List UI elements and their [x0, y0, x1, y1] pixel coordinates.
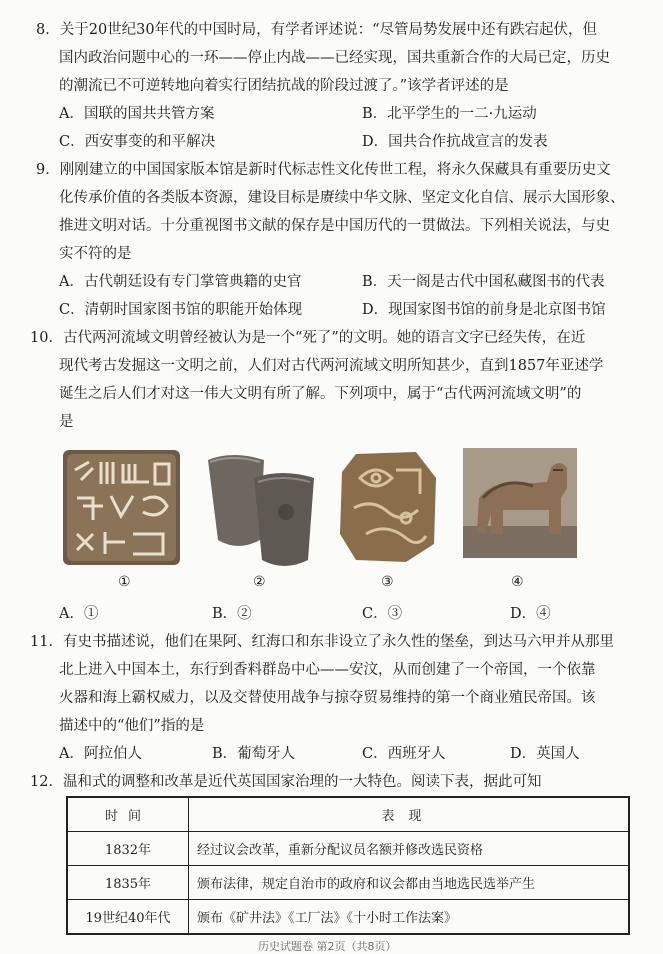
question-10-option-c[interactable]: C．③ [362, 606, 403, 622]
question-9-option-c[interactable]: C．清朝时国家图书馆的职能开始体现 [59, 302, 303, 318]
palette-image [202, 452, 320, 570]
question-11-stem-line-3: 火器和海上霸权威力，以及交替使用战争与掠夺贸易维持的第一个商业殖民帝国。该 [59, 690, 596, 706]
page-footer: 历史试题卷 第2页（共8页） [258, 940, 397, 953]
question-11-stem-line-1: 11．有史书描述说，他们在果阿、红海口和东非设立了永久性的堡垒，到达马六甲并从那里 [30, 634, 614, 650]
table-cell-performance: 颁布法律，规定自治市的政府和议会都由当地选民选举产生 [189, 866, 630, 900]
question-10-option-b[interactable]: B．② [212, 606, 252, 622]
image-label-1: ① [118, 574, 131, 590]
jade-image [336, 448, 440, 566]
question-8-stem-line-2: 国内政治问题中心的一环——停止内战——已经实现，国共重新合作的大局已定，历史 [59, 50, 610, 66]
question-9-stem-line-1: 9．刚刚建立的中国国家版本馆是新时代标志性文化传世工程，将永久保藏具有重要历史文 [36, 162, 611, 178]
lamassu-image [463, 448, 577, 558]
question-8-option-c[interactable]: C．西安事变的和平解决 [59, 134, 216, 150]
image-label-3: ③ [381, 574, 394, 590]
table-header-row [67, 797, 629, 832]
question-9-stem-line-3: 推进文明对话。十分重视图书文献的保存是中国历代的一贯做法。下列相关说法，与史 [59, 218, 610, 234]
question-10-option-a[interactable]: A．① [59, 606, 99, 622]
question-11-option-a[interactable]: A．阿拉伯人 [59, 746, 142, 762]
question-8-stem-line-1: 8．关于20世纪30年代的中国时局，有学者评述说：“尽管局势发展中还有跌宕起伏，但 [36, 22, 598, 38]
question-11-option-c[interactable]: C．西班牙人 [362, 746, 446, 762]
table-cell-performance: 颁布《矿井法》《工厂法》《十小时工作法案》 [189, 900, 630, 935]
question-11-stem-line-2: 北上进入中国本土，东行到香料群岛中心——安汶，从而创建了一个帝国，一个依靠 [59, 662, 596, 678]
table-header-time: 时间 [67, 797, 189, 832]
question-9-option-b[interactable]: B．天一阁是古代中国私藏图书的代表 [362, 274, 605, 290]
reform-table [66, 796, 630, 935]
question-10-option-d[interactable]: D．④ [510, 606, 551, 622]
image-label-2: ② [253, 574, 266, 590]
question-10-stem-line-4: 是 [59, 414, 74, 430]
table-cell-time: 1832年 [67, 832, 189, 866]
question-12-stem-line-1: 12．温和式的调整和改革是近代英国国家治理的一大特色。阅读下表，据此可知 [30, 774, 542, 790]
question-11-option-d[interactable]: D．英国人 [510, 746, 580, 762]
question-9-option-a[interactable]: A．古代朝廷设有专门掌管典籍的史官 [59, 274, 302, 290]
question-8-option-b[interactable]: B．北平学生的一二·九运动 [362, 106, 537, 122]
table-row [67, 832, 629, 866]
table-header-performance: 表现 [189, 797, 630, 832]
question-10-stem-line-1: 10．古代两河流域文明曾经被认为是一个“死了”的文明。她的语言文字已经失传，在近 [30, 330, 586, 346]
tablet-image [63, 450, 180, 565]
question-8-option-d[interactable]: D．国共合作抗战宣言的发表 [362, 134, 548, 150]
question-10-stem-line-2: 现代考古发掘这一文明之前，人们对古代两河流域文明所知甚少，直到1857年亚述学 [59, 358, 604, 374]
question-9-stem-line-4: 实不符的是 [59, 246, 132, 262]
table-cell-time: 1835年 [67, 866, 189, 900]
question-9-stem-line-2: 化传承价值的各类版本资源，建设目标是赓续中华文脉、坚定文化自信、展示大国形象、 [59, 190, 625, 206]
table-row [67, 866, 629, 900]
question-9-option-d[interactable]: D．现国家图书馆的前身是北京图书馆 [362, 302, 606, 318]
table-cell-performance: 经过议会改革，重新分配议员名额并修改选民资格 [189, 832, 630, 866]
question-11-option-b[interactable]: B．葡萄牙人 [212, 746, 296, 762]
question-8-option-a[interactable]: A．国联的国共共管方案 [59, 106, 215, 122]
question-8-stem-line-3: 的潮流已不可逆转地向着实行团结抗战的阶段过渡了。”该学者评述的是 [59, 78, 509, 94]
question-11-stem-line-4: 描述中的“他们”指的是 [59, 718, 205, 734]
question-10-stem-line-3: 诞生之后人们才对这一伟大文明有所了解。下列项中，属于“古代两河流域文明”的 [59, 386, 582, 402]
image-label-4: ④ [511, 574, 524, 590]
table-row [67, 900, 629, 935]
table-cell-time: 19世纪40年代 [67, 900, 189, 935]
